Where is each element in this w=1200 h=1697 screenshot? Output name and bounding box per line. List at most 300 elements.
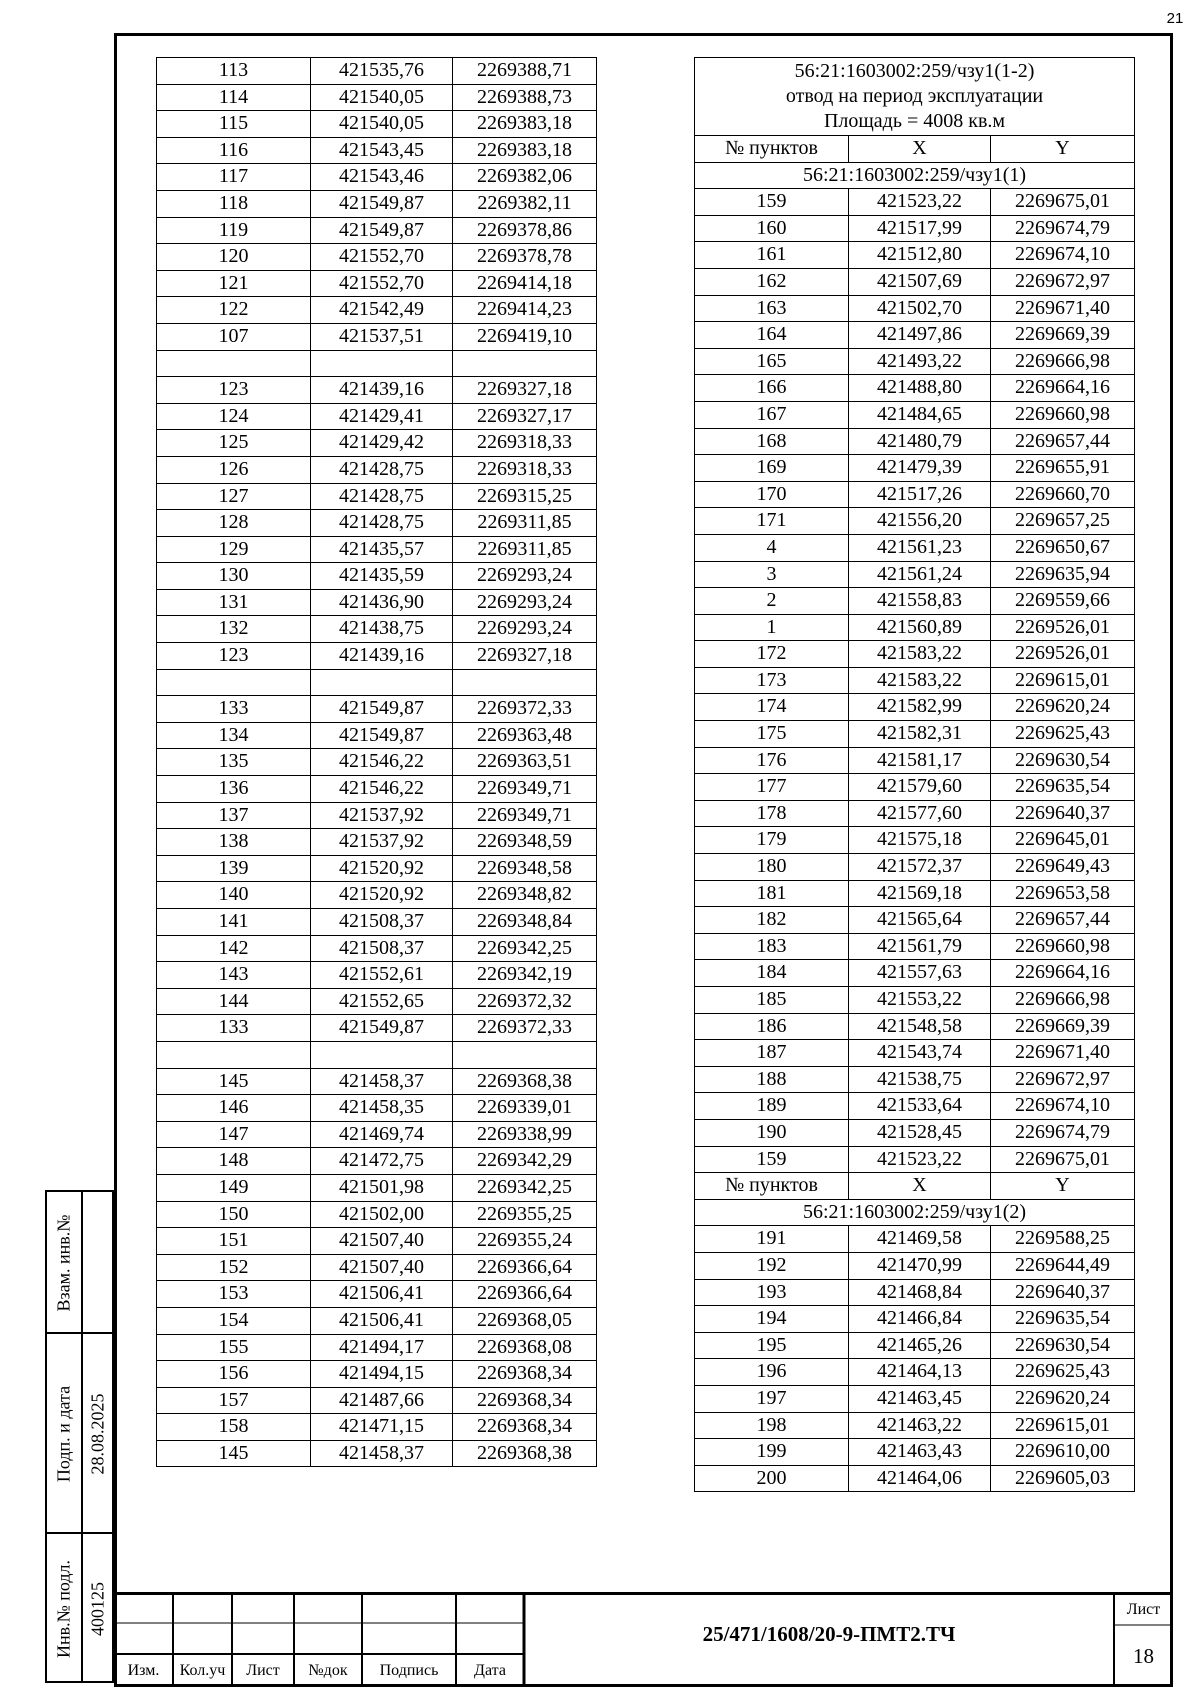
point-number: 132 bbox=[157, 616, 311, 643]
point-number: 122 bbox=[157, 297, 311, 324]
table-row bbox=[695, 1093, 1135, 1120]
point-number: 163 bbox=[695, 295, 849, 322]
col-ndok: №док bbox=[308, 1662, 348, 1679]
y-coordinate: 2269368,34 bbox=[453, 1414, 597, 1441]
x-coordinate: 421523,22 bbox=[849, 1146, 991, 1173]
parcel-id: 56:21:1603002:259/чзу1(1-2) bbox=[794, 60, 1035, 82]
point-number bbox=[157, 1041, 311, 1068]
point-number: 160 bbox=[695, 215, 849, 242]
table-row bbox=[157, 776, 597, 803]
x-coordinate: 421507,69 bbox=[849, 268, 991, 295]
table-row bbox=[695, 1412, 1135, 1439]
y-coordinate: 2269339,01 bbox=[453, 1095, 597, 1122]
table-row bbox=[157, 84, 597, 111]
table-row bbox=[695, 215, 1135, 242]
sheet-number: 18 bbox=[1133, 1644, 1154, 1668]
x-coordinate bbox=[311, 669, 453, 696]
point-number: 182 bbox=[695, 907, 849, 934]
point-number: 157 bbox=[157, 1387, 311, 1414]
table-row bbox=[157, 456, 597, 483]
y-coordinate: 2269674,10 bbox=[991, 1093, 1135, 1120]
y-coordinate: 2269650,67 bbox=[991, 534, 1135, 561]
point-number: 134 bbox=[157, 722, 311, 749]
table-row bbox=[695, 1252, 1135, 1279]
x-coordinate bbox=[311, 1041, 453, 1068]
x-coordinate: 421494,15 bbox=[311, 1361, 453, 1388]
y-coordinate: 2269649,43 bbox=[991, 854, 1135, 881]
x-coordinate: 421508,37 bbox=[311, 909, 453, 936]
y-coordinate: 2269630,54 bbox=[991, 747, 1135, 774]
table-row bbox=[695, 508, 1135, 535]
x-coordinate: 421502,00 bbox=[311, 1201, 453, 1228]
x-coordinate: 421549,87 bbox=[311, 722, 453, 749]
point-number: 127 bbox=[157, 483, 311, 510]
podp-data-value: 28.08.2025 bbox=[87, 1393, 108, 1475]
y-coordinate: 2269625,43 bbox=[991, 721, 1135, 748]
inv-podl-value: 400125 bbox=[87, 1581, 108, 1636]
point-number: 184 bbox=[695, 960, 849, 987]
y-coordinate: 2269671,40 bbox=[991, 295, 1135, 322]
y-coordinate: 2269526,01 bbox=[991, 614, 1135, 641]
y-coordinate: 2269311,85 bbox=[453, 510, 597, 537]
x-coordinate: 421507,40 bbox=[311, 1254, 453, 1281]
table-row bbox=[695, 1306, 1135, 1333]
table-row bbox=[157, 244, 597, 271]
table-row bbox=[695, 1279, 1135, 1306]
table-row bbox=[695, 375, 1135, 402]
x-coordinate: 421549,87 bbox=[311, 696, 453, 723]
x-coordinate: 421540,05 bbox=[311, 111, 453, 138]
x-coordinate: 421463,22 bbox=[849, 1412, 991, 1439]
table-row bbox=[695, 747, 1135, 774]
point-number: 168 bbox=[695, 428, 849, 455]
y-coordinate bbox=[453, 669, 597, 696]
header-x: X bbox=[849, 136, 991, 163]
x-coordinate: 421543,46 bbox=[311, 164, 453, 191]
y-coordinate: 2269664,16 bbox=[991, 960, 1135, 987]
point-number: 177 bbox=[695, 774, 849, 801]
table-row bbox=[157, 164, 597, 191]
x-coordinate: 421508,37 bbox=[311, 935, 453, 962]
x-coordinate: 421553,22 bbox=[849, 987, 991, 1014]
table-row bbox=[695, 268, 1135, 295]
table-row bbox=[157, 962, 597, 989]
x-coordinate: 421552,70 bbox=[311, 270, 453, 297]
inv-podl-label: Инв.№ подл. bbox=[53, 1559, 74, 1658]
header-y: Y bbox=[991, 136, 1135, 163]
section-title bbox=[695, 1199, 1135, 1226]
parcel-purpose: отвод на период эксплуатации bbox=[785, 85, 1044, 107]
point-number: 130 bbox=[157, 563, 311, 590]
point-number: 121 bbox=[157, 270, 311, 297]
y-coordinate: 2269293,24 bbox=[453, 589, 597, 616]
x-coordinate: 421438,75 bbox=[311, 616, 453, 643]
table-row bbox=[157, 510, 597, 537]
x-coordinate: 421439,16 bbox=[311, 377, 453, 404]
table-row bbox=[695, 614, 1135, 641]
y-coordinate: 2269414,18 bbox=[453, 270, 597, 297]
y-coordinate: 2269669,39 bbox=[991, 322, 1135, 349]
table-row bbox=[695, 880, 1135, 907]
point-number: 152 bbox=[157, 1254, 311, 1281]
x-coordinate: 421549,87 bbox=[311, 1015, 453, 1042]
y-coordinate: 2269660,98 bbox=[991, 933, 1135, 960]
x-coordinate: 421542,49 bbox=[311, 297, 453, 324]
vzam-inv-label: Взам. инв.№ bbox=[53, 1214, 74, 1312]
point-number: 119 bbox=[157, 217, 311, 244]
y-coordinate: 2269605,03 bbox=[991, 1465, 1135, 1492]
x-coordinate: 421520,92 bbox=[311, 855, 453, 882]
y-coordinate: 2269666,98 bbox=[991, 987, 1135, 1014]
y-coordinate: 2269372,33 bbox=[453, 1015, 597, 1042]
y-coordinate: 2269342,25 bbox=[453, 935, 597, 962]
point-number: 126 bbox=[157, 456, 311, 483]
table-row bbox=[695, 933, 1135, 960]
x-coordinate: 421561,24 bbox=[849, 561, 991, 588]
x-coordinate: 421469,74 bbox=[311, 1121, 453, 1148]
y-coordinate: 2269378,86 bbox=[453, 217, 597, 244]
table-row bbox=[695, 1013, 1135, 1040]
x-coordinate: 421552,61 bbox=[311, 962, 453, 989]
point-number: 149 bbox=[157, 1174, 311, 1201]
point-number: 117 bbox=[157, 164, 311, 191]
y-coordinate: 2269348,59 bbox=[453, 829, 597, 856]
y-coordinate: 2269615,01 bbox=[991, 667, 1135, 694]
table-row bbox=[157, 669, 597, 696]
y-coordinate: 2269315,25 bbox=[453, 483, 597, 510]
y-coordinate: 2269349,71 bbox=[453, 802, 597, 829]
x-coordinate: 421428,75 bbox=[311, 483, 453, 510]
left-coordinates-table bbox=[156, 57, 597, 1467]
y-coordinate: 2269674,79 bbox=[991, 215, 1135, 242]
table-row bbox=[157, 802, 597, 829]
point-number: 140 bbox=[157, 882, 311, 909]
point-number: 196 bbox=[695, 1359, 849, 1386]
x-coordinate: 421507,40 bbox=[311, 1228, 453, 1255]
x-coordinate: 421463,45 bbox=[849, 1385, 991, 1412]
point-number: 154 bbox=[157, 1307, 311, 1334]
point-number: 128 bbox=[157, 510, 311, 537]
table-row bbox=[695, 1332, 1135, 1359]
table-row bbox=[157, 589, 597, 616]
table-row bbox=[695, 694, 1135, 721]
point-number: 138 bbox=[157, 829, 311, 856]
column-header-row bbox=[695, 1173, 1135, 1200]
point-number: 181 bbox=[695, 880, 849, 907]
point-number: 151 bbox=[157, 1228, 311, 1255]
table-row bbox=[157, 403, 597, 430]
table-row bbox=[157, 297, 597, 324]
header-point-number: № пунктов bbox=[695, 136, 849, 163]
section-title-cell: 56:21:1603002:259/чзу1(1) bbox=[695, 162, 1135, 189]
point-number: 171 bbox=[695, 508, 849, 535]
point-number: 1 bbox=[695, 614, 849, 641]
table-row bbox=[157, 483, 597, 510]
point-number: 174 bbox=[695, 694, 849, 721]
table-row bbox=[695, 774, 1135, 801]
x-coordinate: 421429,42 bbox=[311, 430, 453, 457]
y-coordinate: 2269338,99 bbox=[453, 1121, 597, 1148]
point-number: 2 bbox=[695, 588, 849, 615]
x-coordinate: 421582,99 bbox=[849, 694, 991, 721]
table-row bbox=[695, 1439, 1135, 1466]
point-number: 166 bbox=[695, 375, 849, 402]
x-coordinate: 421572,37 bbox=[849, 854, 991, 881]
y-coordinate: 2269644,49 bbox=[991, 1252, 1135, 1279]
point-number: 139 bbox=[157, 855, 311, 882]
point-number: 153 bbox=[157, 1281, 311, 1308]
x-coordinate: 421579,60 bbox=[849, 774, 991, 801]
point-number: 113 bbox=[157, 58, 311, 85]
y-coordinate: 2269635,94 bbox=[991, 561, 1135, 588]
point-number: 137 bbox=[157, 802, 311, 829]
x-coordinate bbox=[311, 350, 453, 377]
y-coordinate: 2269382,06 bbox=[453, 164, 597, 191]
right-coordinates-table bbox=[694, 57, 1135, 1492]
point-number: 145 bbox=[157, 1068, 311, 1095]
point-number: 3 bbox=[695, 561, 849, 588]
header-x: X bbox=[849, 1173, 991, 1200]
point-number: 188 bbox=[695, 1066, 849, 1093]
y-coordinate: 2269674,79 bbox=[991, 1119, 1135, 1146]
point-number: 192 bbox=[695, 1252, 849, 1279]
table-row bbox=[157, 58, 597, 85]
point-number: 148 bbox=[157, 1148, 311, 1175]
point-number: 133 bbox=[157, 696, 311, 723]
parcel-area: Площадь = 4008 кв.м bbox=[823, 110, 1006, 132]
y-coordinate: 2269327,17 bbox=[453, 403, 597, 430]
table-row bbox=[157, 616, 597, 643]
table-row bbox=[695, 1359, 1135, 1386]
y-coordinate: 2269366,64 bbox=[453, 1254, 597, 1281]
y-coordinate: 2269388,71 bbox=[453, 58, 597, 85]
y-coordinate: 2269366,64 bbox=[453, 1281, 597, 1308]
y-coordinate: 2269372,32 bbox=[453, 988, 597, 1015]
side-stamp bbox=[45, 1190, 114, 1683]
y-coordinate: 2269625,43 bbox=[991, 1359, 1135, 1386]
x-coordinate: 421537,92 bbox=[311, 829, 453, 856]
table-row bbox=[157, 377, 597, 404]
x-coordinate: 421540,05 bbox=[311, 84, 453, 111]
y-coordinate: 2269666,98 bbox=[991, 348, 1135, 375]
table-row bbox=[157, 1068, 597, 1095]
x-coordinate: 421463,43 bbox=[849, 1439, 991, 1466]
point-number: 158 bbox=[157, 1414, 311, 1441]
x-coordinate: 421484,65 bbox=[849, 401, 991, 428]
table-row bbox=[695, 641, 1135, 668]
x-coordinate: 421543,74 bbox=[849, 1040, 991, 1067]
y-coordinate: 2269669,39 bbox=[991, 1013, 1135, 1040]
x-coordinate: 421502,70 bbox=[849, 295, 991, 322]
table-row bbox=[157, 350, 597, 377]
x-coordinate: 421546,22 bbox=[311, 749, 453, 776]
point-number: 159 bbox=[695, 1146, 849, 1173]
point-number: 123 bbox=[157, 643, 311, 670]
point-number: 161 bbox=[695, 242, 849, 269]
x-coordinate: 421520,92 bbox=[311, 882, 453, 909]
point-number: 114 bbox=[157, 84, 311, 111]
table-row bbox=[157, 1228, 597, 1255]
point-number: 155 bbox=[157, 1334, 311, 1361]
point-number: 145 bbox=[157, 1440, 311, 1467]
table-row bbox=[695, 987, 1135, 1014]
point-number bbox=[157, 350, 311, 377]
y-coordinate: 2269620,24 bbox=[991, 1385, 1135, 1412]
table-row bbox=[157, 1015, 597, 1042]
y-coordinate: 2269363,48 bbox=[453, 722, 597, 749]
table-row bbox=[695, 1465, 1135, 1492]
table-row bbox=[157, 1414, 597, 1441]
y-coordinate: 2269372,33 bbox=[453, 696, 597, 723]
y-coordinate: 2269363,51 bbox=[453, 749, 597, 776]
x-coordinate: 421487,66 bbox=[311, 1387, 453, 1414]
x-coordinate: 421480,79 bbox=[849, 428, 991, 455]
page-number: 21 bbox=[1166, 10, 1184, 27]
point-number: 144 bbox=[157, 988, 311, 1015]
y-coordinate: 2269368,34 bbox=[453, 1361, 597, 1388]
point-number: 178 bbox=[695, 800, 849, 827]
table-row bbox=[695, 561, 1135, 588]
x-coordinate: 421464,06 bbox=[849, 1465, 991, 1492]
y-coordinate: 2269671,40 bbox=[991, 1040, 1135, 1067]
table-row bbox=[695, 721, 1135, 748]
table-row bbox=[157, 1440, 597, 1467]
table-row bbox=[157, 1174, 597, 1201]
y-coordinate: 2269660,98 bbox=[991, 401, 1135, 428]
point-number: 159 bbox=[695, 189, 849, 216]
table-row bbox=[157, 1334, 597, 1361]
point-number: 133 bbox=[157, 1015, 311, 1042]
x-coordinate: 421435,57 bbox=[311, 536, 453, 563]
y-coordinate: 2269348,82 bbox=[453, 882, 597, 909]
x-coordinate: 421465,26 bbox=[849, 1332, 991, 1359]
y-coordinate: 2269355,25 bbox=[453, 1201, 597, 1228]
x-coordinate: 421493,22 bbox=[849, 348, 991, 375]
x-coordinate: 421537,92 bbox=[311, 802, 453, 829]
table-row bbox=[157, 1387, 597, 1414]
x-coordinate: 421549,87 bbox=[311, 190, 453, 217]
y-coordinate: 2269342,29 bbox=[453, 1148, 597, 1175]
point-number: 131 bbox=[157, 589, 311, 616]
y-coordinate bbox=[453, 1041, 597, 1068]
y-coordinate: 2269378,78 bbox=[453, 244, 597, 271]
x-coordinate: 421535,76 bbox=[311, 58, 453, 85]
x-coordinate: 421429,41 bbox=[311, 403, 453, 430]
y-coordinate: 2269327,18 bbox=[453, 377, 597, 404]
table-row bbox=[695, 242, 1135, 269]
x-coordinate: 421512,80 bbox=[849, 242, 991, 269]
y-coordinate: 2269526,01 bbox=[991, 641, 1135, 668]
x-coordinate: 421458,37 bbox=[311, 1068, 453, 1095]
x-coordinate: 421435,59 bbox=[311, 563, 453, 590]
point-number: 194 bbox=[695, 1306, 849, 1333]
y-coordinate: 2269348,58 bbox=[453, 855, 597, 882]
y-coordinate: 2269640,37 bbox=[991, 1279, 1135, 1306]
y-coordinate: 2269620,24 bbox=[991, 694, 1135, 721]
point-number: 150 bbox=[157, 1201, 311, 1228]
table-row bbox=[157, 270, 597, 297]
table-row bbox=[695, 455, 1135, 482]
table-row bbox=[695, 800, 1135, 827]
y-coordinate: 2269664,16 bbox=[991, 375, 1135, 402]
point-number: 125 bbox=[157, 430, 311, 457]
y-coordinate: 2269368,05 bbox=[453, 1307, 597, 1334]
column-header-row bbox=[695, 136, 1135, 163]
point-number: 165 bbox=[695, 348, 849, 375]
table-row bbox=[695, 1119, 1135, 1146]
x-coordinate: 421549,87 bbox=[311, 217, 453, 244]
x-coordinate: 421471,15 bbox=[311, 1414, 453, 1441]
col-kol-uch: Кол.уч bbox=[179, 1662, 226, 1679]
x-coordinate: 421548,58 bbox=[849, 1013, 991, 1040]
x-coordinate: 421557,63 bbox=[849, 960, 991, 987]
x-coordinate: 421565,64 bbox=[849, 907, 991, 934]
point-number: 170 bbox=[695, 481, 849, 508]
header-point-number: № пунктов bbox=[695, 1173, 849, 1200]
y-coordinate: 2269419,10 bbox=[453, 323, 597, 350]
table-row bbox=[157, 643, 597, 670]
point-number: 185 bbox=[695, 987, 849, 1014]
point-number: 190 bbox=[695, 1119, 849, 1146]
y-coordinate: 2269615,01 bbox=[991, 1412, 1135, 1439]
table-row bbox=[157, 935, 597, 962]
table-row bbox=[157, 1361, 597, 1388]
y-coordinate: 2269342,25 bbox=[453, 1174, 597, 1201]
y-coordinate: 2269559,66 bbox=[991, 588, 1135, 615]
point-number: 120 bbox=[157, 244, 311, 271]
table-row bbox=[157, 855, 597, 882]
y-coordinate: 2269342,19 bbox=[453, 962, 597, 989]
x-coordinate: 421558,83 bbox=[849, 588, 991, 615]
x-coordinate: 421577,60 bbox=[849, 800, 991, 827]
point-number: 4 bbox=[695, 534, 849, 561]
point-number: 176 bbox=[695, 747, 849, 774]
point-number: 175 bbox=[695, 721, 849, 748]
table-row bbox=[157, 563, 597, 590]
x-coordinate: 421517,26 bbox=[849, 481, 991, 508]
table-row bbox=[695, 1066, 1135, 1093]
x-coordinate: 421556,20 bbox=[849, 508, 991, 535]
x-coordinate: 421501,98 bbox=[311, 1174, 453, 1201]
x-coordinate: 421428,75 bbox=[311, 510, 453, 537]
point-number: 173 bbox=[695, 667, 849, 694]
point-number: 169 bbox=[695, 455, 849, 482]
table-row bbox=[695, 534, 1135, 561]
table-row bbox=[695, 401, 1135, 428]
table-row bbox=[157, 749, 597, 776]
x-coordinate: 421583,22 bbox=[849, 667, 991, 694]
point-number: 167 bbox=[695, 401, 849, 428]
table-header-block bbox=[695, 58, 1135, 136]
x-coordinate: 421506,41 bbox=[311, 1281, 453, 1308]
point-number: 116 bbox=[157, 137, 311, 164]
col-izm: Изм. bbox=[127, 1662, 160, 1679]
point-number: 136 bbox=[157, 776, 311, 803]
y-coordinate: 2269318,33 bbox=[453, 430, 597, 457]
y-coordinate bbox=[453, 350, 597, 377]
x-coordinate: 421470,99 bbox=[849, 1252, 991, 1279]
table-row bbox=[695, 907, 1135, 934]
table-row bbox=[157, 1095, 597, 1122]
y-coordinate: 2269368,38 bbox=[453, 1068, 597, 1095]
y-coordinate: 2269368,38 bbox=[453, 1440, 597, 1467]
table-row bbox=[157, 722, 597, 749]
table-row bbox=[695, 827, 1135, 854]
y-coordinate: 2269655,91 bbox=[991, 455, 1135, 482]
table-row bbox=[157, 1201, 597, 1228]
section-title bbox=[695, 162, 1135, 189]
title-block bbox=[114, 1592, 1173, 1687]
